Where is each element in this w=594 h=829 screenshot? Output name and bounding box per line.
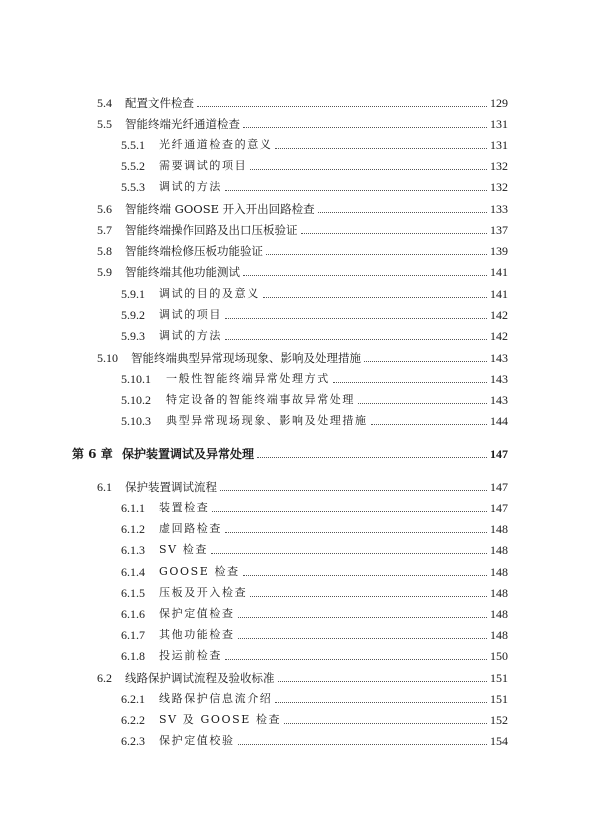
toc-entry-number: 5.10 xyxy=(97,351,118,365)
toc-entry-number: 6.2.3 xyxy=(121,734,145,748)
toc-entry-number: 5.6 xyxy=(97,202,112,216)
toc-entry-title: 智能终端检修压板功能验证 xyxy=(125,244,263,258)
dot-leader xyxy=(263,296,487,298)
toc-entry-title: SV 检查 xyxy=(159,543,208,556)
dot-leader xyxy=(220,489,487,491)
toc-entry[interactable] xyxy=(121,410,508,428)
toc-entry-page: 148 xyxy=(490,607,508,621)
toc-entry-page: 132 xyxy=(490,159,508,173)
toc-entry[interactable] xyxy=(121,283,508,301)
toc-entry-page: 143 xyxy=(490,372,508,386)
toc-entry[interactable] xyxy=(121,155,508,173)
toc-entry-title: 智能终端其他功能测试 xyxy=(125,265,240,279)
toc-entry-title: 智能终端典型异常现场现象、影响及处理措施 xyxy=(131,351,361,365)
toc-entry-number: 6.1 xyxy=(97,480,112,494)
dot-leader xyxy=(211,552,487,554)
toc-entry-page: 132 xyxy=(490,180,508,194)
dot-leader xyxy=(257,456,487,458)
dot-leader xyxy=(238,637,487,639)
dot-leader xyxy=(364,360,487,362)
toc-entry-page: 139 xyxy=(490,244,508,258)
toc-entry[interactable] xyxy=(121,645,508,663)
toc-entry-title: 线路保护调试流程及验收标准 xyxy=(125,671,275,685)
toc-entry-number: 5.10.3 xyxy=(121,414,151,428)
toc-entry-title: 保护定值检查 xyxy=(159,607,235,620)
toc-entry-page: 133 xyxy=(490,202,508,216)
dot-leader xyxy=(225,317,487,319)
toc-entry-number: 5.10.1 xyxy=(121,372,151,386)
toc-entry-number: 5.9 xyxy=(97,265,112,279)
toc-entry-title: 保护装置调试流程 xyxy=(125,480,217,494)
toc-entry-page: 151 xyxy=(490,671,508,685)
toc-entry[interactable] xyxy=(121,561,508,579)
toc-entry-number: 6.1.4 xyxy=(121,565,145,579)
toc-entry-page: 150 xyxy=(490,649,508,663)
toc-entry[interactable] xyxy=(121,325,508,343)
toc-entry-title: 配置文件检查 xyxy=(125,96,194,110)
dot-leader xyxy=(225,338,487,340)
dot-leader xyxy=(358,402,487,404)
dot-leader xyxy=(333,381,487,383)
toc-entry[interactable] xyxy=(97,347,508,365)
toc-chapter-entry[interactable] xyxy=(72,443,508,461)
toc-entry-number: 5.5.2 xyxy=(121,159,145,173)
toc-entry-page: 148 xyxy=(490,628,508,642)
toc-entry-page: 148 xyxy=(490,586,508,600)
toc-entry-title: GOOSE 检查 xyxy=(159,565,240,578)
dot-leader xyxy=(284,722,487,724)
toc-entry-page: 147 xyxy=(490,447,508,461)
toc-entry-page: 131 xyxy=(490,138,508,152)
toc-entry-number: 5.7 xyxy=(97,223,112,237)
dot-leader xyxy=(225,658,487,660)
toc-entry-title: 特定设备的智能终端事故异常处理 xyxy=(166,393,355,406)
toc-entry-number: 6.1.8 xyxy=(121,649,145,663)
toc-entry-number: 5.10.2 xyxy=(121,393,151,407)
dot-leader xyxy=(278,680,488,682)
toc-entry[interactable] xyxy=(121,603,508,621)
dot-leader xyxy=(301,232,488,234)
toc-entry[interactable] xyxy=(121,582,508,600)
toc-entry-page: 151 xyxy=(490,692,508,706)
dot-leader xyxy=(250,595,487,597)
toc-entry[interactable] xyxy=(121,709,508,727)
toc-entry-number: 6.1.5 xyxy=(121,586,145,600)
dot-leader xyxy=(371,423,487,425)
toc-entry-number: 6.1.3 xyxy=(121,543,145,557)
toc-entry-number: 6.2 xyxy=(97,671,112,685)
toc-entry-title: 装置检查 xyxy=(159,501,210,514)
dot-leader xyxy=(243,574,487,576)
toc-entry-title: 智能终端 GOOSE 开入开出回路检查 xyxy=(125,202,315,216)
toc-entry[interactable] xyxy=(121,176,508,194)
toc-entry-number: 5.8 xyxy=(97,244,112,258)
toc-entry-page: 143 xyxy=(490,393,508,407)
toc-entry[interactable] xyxy=(121,497,508,515)
toc-entry-title: 需要调试的项目 xyxy=(159,159,248,172)
toc-entry-page: 142 xyxy=(490,329,508,343)
toc-entry-page: 154 xyxy=(490,734,508,748)
toc-entry[interactable] xyxy=(121,688,508,706)
dot-leader xyxy=(197,105,487,107)
dot-leader xyxy=(225,189,487,191)
toc-entry-title: 压板及开入检查 xyxy=(159,586,248,599)
toc-entry-number: 6.1.6 xyxy=(121,607,145,621)
dot-leader xyxy=(266,253,487,255)
toc-entry[interactable] xyxy=(121,134,508,152)
toc-entry-number: 5.5.3 xyxy=(121,180,145,194)
toc-entry-page: 141 xyxy=(490,265,508,279)
toc-entry-number: 5.5 xyxy=(97,117,112,131)
toc-entry-page: 142 xyxy=(490,308,508,322)
toc-entry-number: 5.4 xyxy=(97,96,112,110)
toc-entry-title: 调试的方法 xyxy=(159,329,222,342)
toc-entry-title: 智能终端操作回路及出口压板验证 xyxy=(125,223,298,237)
toc-entry-number: 6.2.2 xyxy=(121,713,145,727)
toc-entry-title: 其他功能检查 xyxy=(159,628,235,641)
toc-entry-number: 5.9.3 xyxy=(121,329,145,343)
toc-entry-number: 6.1.7 xyxy=(121,628,145,642)
toc-entry[interactable] xyxy=(97,261,508,279)
toc-entry-page: 148 xyxy=(490,522,508,536)
toc-entry-title: 线路保护信息流介绍 xyxy=(159,692,273,705)
toc-entry-page: 152 xyxy=(490,713,508,727)
toc-entry-page: 144 xyxy=(490,414,508,428)
toc-entry-title: 一般性智能终端异常处理方式 xyxy=(166,372,330,385)
toc-entry[interactable] xyxy=(97,476,508,494)
toc-entry-title: 调试的方法 xyxy=(159,180,222,193)
toc-entry[interactable] xyxy=(97,92,508,110)
dot-leader xyxy=(238,616,487,618)
toc-entry[interactable] xyxy=(121,389,508,407)
dot-leader xyxy=(318,211,487,213)
toc-entry-page: 147 xyxy=(490,480,508,494)
dot-leader xyxy=(238,743,487,745)
toc-entry-title: 调试的目的及意义 xyxy=(159,287,260,300)
toc-entry-title: 虚回路检查 xyxy=(159,522,222,535)
toc-entry-title: 典型异常现场现象、影响及处理措施 xyxy=(166,414,368,427)
toc-entry-title: SV 及 GOOSE 检查 xyxy=(159,713,282,726)
dot-leader xyxy=(250,168,487,170)
toc-entry[interactable] xyxy=(121,368,508,386)
toc-entry[interactable] xyxy=(97,113,508,131)
toc-entry-title: 调试的项目 xyxy=(159,308,222,321)
toc-entry[interactable] xyxy=(121,539,508,557)
toc-chapter-title: 保护装置调试及异常处理 xyxy=(122,447,255,461)
toc-entry-page: 131 xyxy=(490,117,508,131)
toc-entry-title: 智能终端光纤通道检查 xyxy=(125,117,240,131)
dot-leader xyxy=(225,531,487,533)
toc-entry-title: 投运前检查 xyxy=(159,649,222,662)
toc-entry[interactable] xyxy=(97,667,508,685)
toc-entry-number: 5.5.1 xyxy=(121,138,145,152)
dot-leader xyxy=(275,147,487,149)
toc-entry-number: 5.9.1 xyxy=(121,287,145,301)
toc-entry[interactable] xyxy=(121,730,508,748)
dot-leader xyxy=(243,274,487,276)
toc-entry-page: 137 xyxy=(490,223,508,237)
toc-entry-number: 5.9.2 xyxy=(121,308,145,322)
toc-entry-page: 141 xyxy=(490,287,508,301)
toc-entry-page: 129 xyxy=(490,96,508,110)
toc-entry-number: 6.1.1 xyxy=(121,501,145,515)
toc-entry[interactable] xyxy=(97,198,508,216)
toc-entry[interactable] xyxy=(121,304,508,322)
toc-entry[interactable] xyxy=(97,219,508,237)
toc-entry-page: 148 xyxy=(490,543,508,557)
toc-entry-title: 保护定值校验 xyxy=(159,734,235,747)
toc-entry[interactable] xyxy=(121,624,508,642)
toc-entry-page: 148 xyxy=(490,565,508,579)
dot-leader xyxy=(212,510,487,512)
toc-entry-page: 143 xyxy=(490,351,508,365)
toc-entry-number: 6.2.1 xyxy=(121,692,145,706)
toc-entry-page: 147 xyxy=(490,501,508,515)
toc-entry-title: 光纤通道检查的意义 xyxy=(159,138,273,151)
dot-leader xyxy=(243,126,487,128)
toc-entry-number: 6.1.2 xyxy=(121,522,145,536)
toc-chapter-number: 第 6 章 xyxy=(72,447,113,461)
toc-entry[interactable] xyxy=(121,518,508,536)
dot-leader xyxy=(275,701,487,703)
toc-entry[interactable] xyxy=(97,240,508,258)
